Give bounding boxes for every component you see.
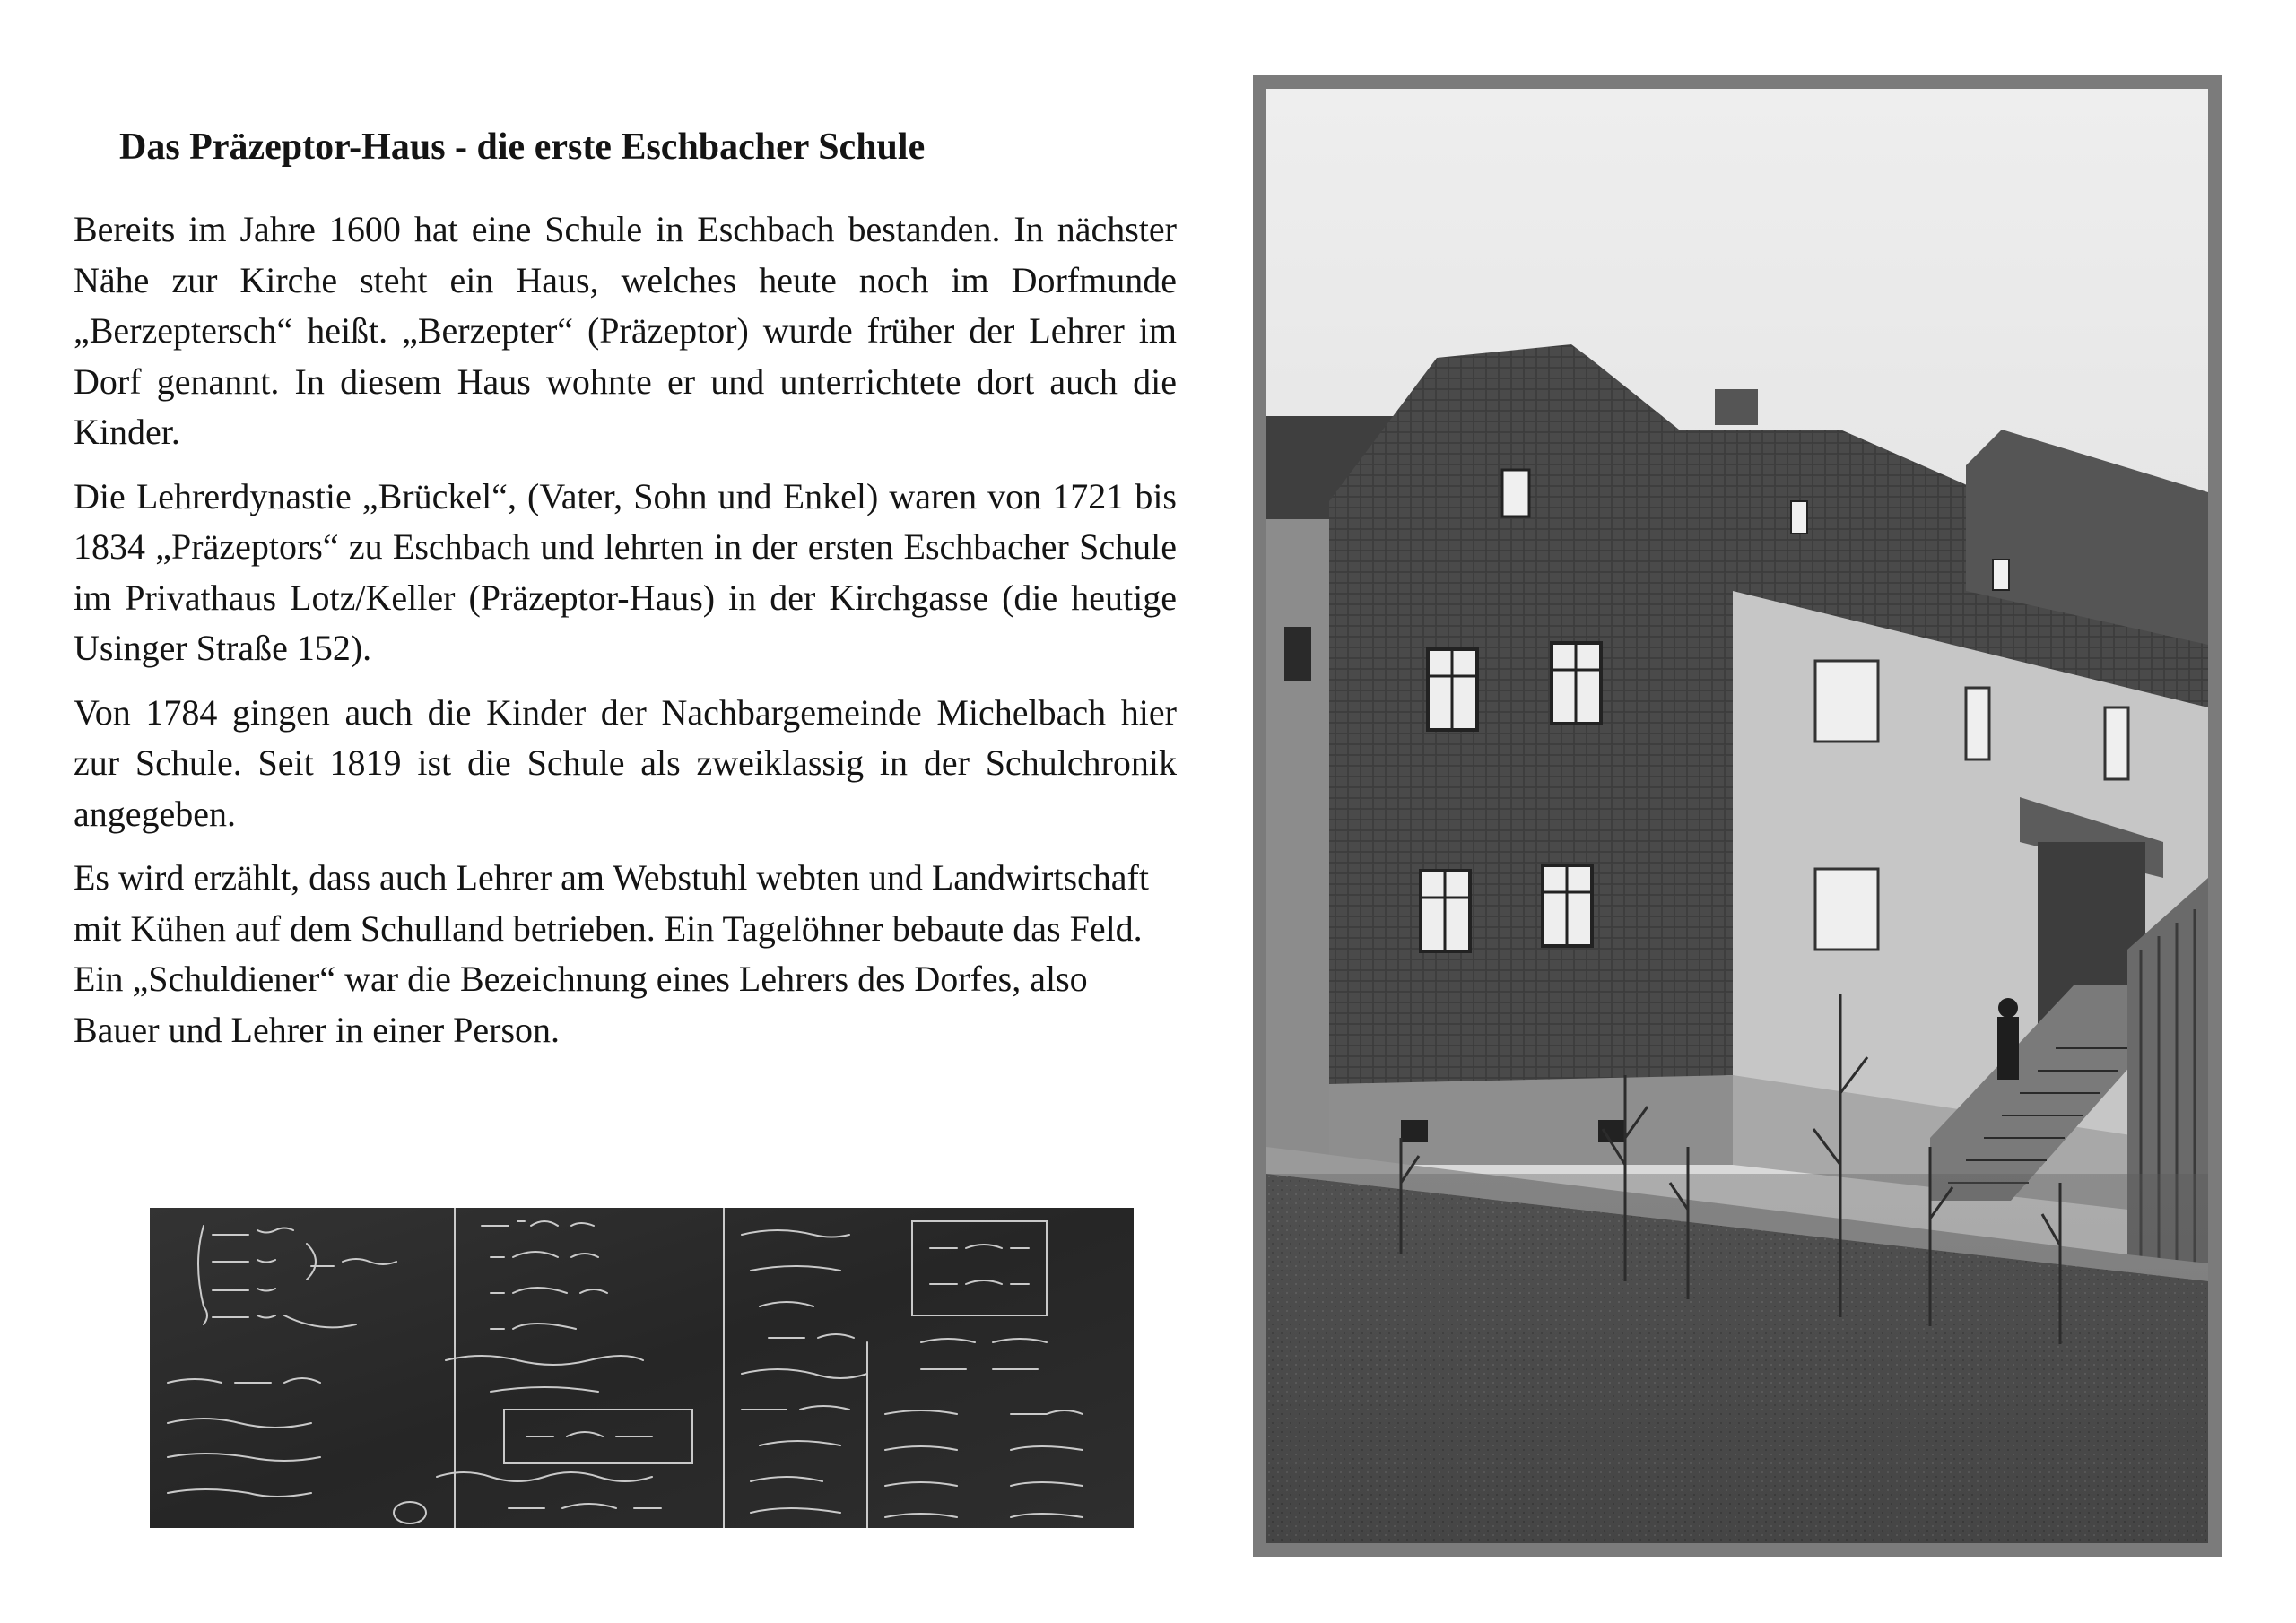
house-photo-frame [1253, 75, 2222, 1557]
house-photo-drawing [1266, 89, 2208, 1543]
body-text [74, 204, 1177, 1069]
paragraph-2: Die Lehrerdynastie „Brückel“, (Vater, Sohn und Enkel) waren von 1721 bis 1834 „Präzeptors“ zu Eschbach und lehrten in der ersten Eschbacher Schule im Privathaus Lotz/Keller (Präzeptor-Haus) in der Kirchgasse (die heutige Usinger Straße 152). [74, 475, 1177, 668]
page-title: Das Präzeptor-Haus - die erste Eschbacher Schule [119, 126, 926, 168]
paragraph-4: Es wird erzählt, dass auch Lehrer am Webstuhl webten und Landwirtschaft mit Kühen auf dem Schulland betrieben. Ein Tagelöhner bebaute das Feld. Ein „Schuldiener“ war die Bezeichnung eines Lehrers des Dorfes, also Bauer und Lehrer in einer Person. [74, 857, 1149, 1050]
paragraph-3: Von 1784 gingen auch die Kinder der Nachbargemeinde Michelbach hier zur Schule. Seit 1819 ist die Schule als zweiklassig in der Schulchronik angegeben. [74, 691, 1177, 834]
chalkboard-drawing [150, 1208, 1134, 1528]
chalkboard-image [150, 1208, 1134, 1528]
house-photo [1266, 89, 2208, 1543]
paragraph-1: Bereits im Jahre 1600 hat eine Schule in Eschbach bestanden. In nächster Nähe zur Kirche steht ein Haus, welches heute noch im Dorfmunde „Berzeptersch“ heißt. „Berzepter“ (Präzeptor) wurde früher der Lehrer im Dorf genannt. In diesem Haus wohnte er und unterrichtete dort auch die Kinder. [74, 209, 1177, 452]
